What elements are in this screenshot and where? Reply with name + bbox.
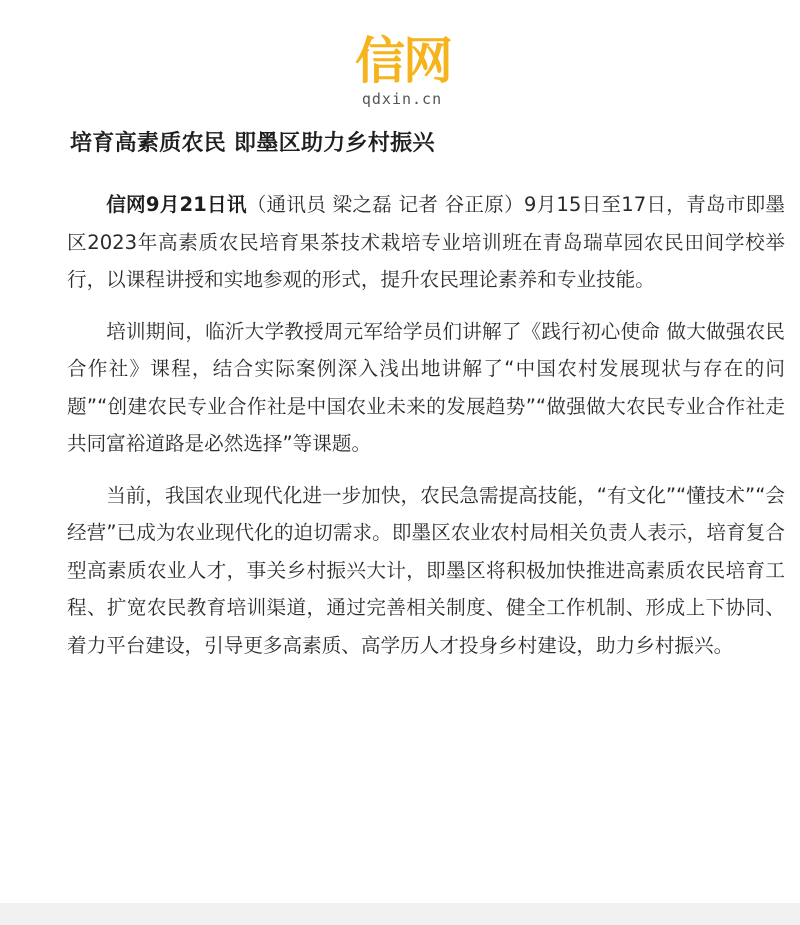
logo-brand-text: 信网	[355, 32, 451, 90]
footer-bar	[0, 903, 800, 925]
article-paragraph-2: 培训期间，临沂大学教授周元军给学员们讲解了《践行初心使命 做大做强农民合作社》课程，结合实际案例深入浅出地讲解了“中国农村发展现状与存在的问题”“创建农民专业合作社是中国农业未来的发展趋势”“做强做大农民专业合作社走共同富裕道路是必然选择”等课题。	[67, 319, 785, 455]
logo-domain-text: qdxin.cn	[361, 90, 443, 108]
site-logo[interactable]	[0, 34, 800, 108]
article-paragraph-1	[67, 186, 785, 299]
article-paragraph-1-text: （通讯员 梁之磊 记者 谷正原）9月15日至17日，青岛市即墨区2023年高素质农民培育果茶技术栽培专业培训班在青岛瑞草园农民田间学校举行，以课程讲授和实地参观的形式，提升农民理论素养和专业技能。	[67, 193, 786, 291]
article-paragraph-3: 当前，我国农业现代化进一步加快，农民急需提高技能，“有文化”“懂技术”“会经营”已成为农业现代化的迫切需求。即墨区农业农村局相关负责人表示，培育复合型高素质农业人才，事关乡村振兴大计，即墨区将积极加快推进高素质农民培育工程、扩宽农民教育培训渠道，通过完善相关制度、健全工作机制、形成上下协同、着力平台建设，引导更多高素质、高学历人才投身乡村建设，助力乡村振兴。	[67, 483, 785, 657]
article-body	[67, 186, 785, 678]
article-dateline: 信网9月21日讯	[106, 193, 247, 216]
article-title: 培育高素质农民 即墨区助力乡村振兴	[70, 131, 435, 156]
